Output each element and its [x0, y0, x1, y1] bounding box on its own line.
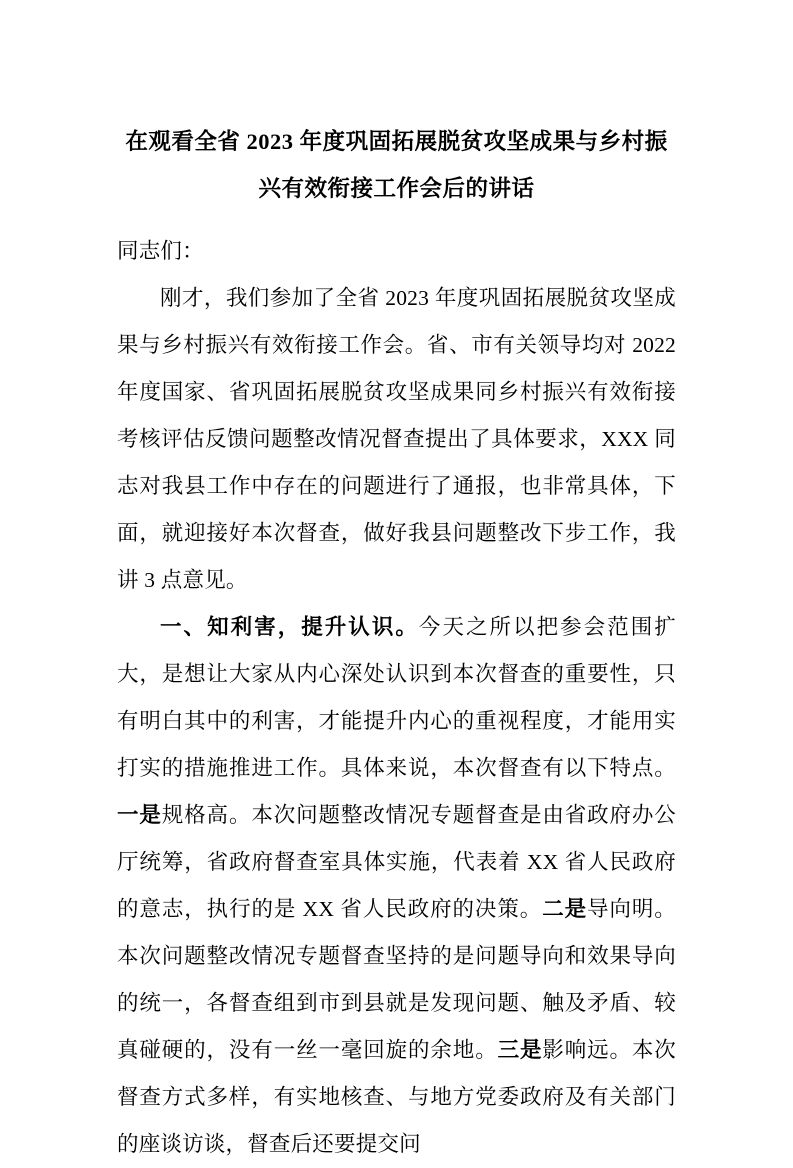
text-run: 导向明。本次问题整改情况专题督查坚持的是问题导向和效果导向的统一，各督查组到市到县就是发现问题、触及矛盾、较真碰硬的，没有一丝一毫回旋的余地。 — [117, 897, 676, 1062]
bold-run: 二是 — [542, 897, 588, 921]
text-run: 同志们： — [117, 239, 204, 263]
text-run: 今天之所以把参会范围扩大，是想让大家从内心深处认识到本次督查的重要性，只有明白其中的利害，才能提升内心的重视程度，才能用实打实的措施推进工作。具体来说，本次督查有以下特点。 — [117, 615, 677, 780]
document-title: 在观看全省 2023 年度巩固拓展脱贫攻坚成果与乡村振兴有效衔接工作会后的讲话 — [125, 129, 668, 201]
document-body — [117, 228, 676, 1168]
text-run: 影响远。本次督查方式多样，有实地核查、与地方党委政府及有关部门的座谈访谈，督查后还要提交问 — [117, 1038, 676, 1156]
text-run: 规格高。本次问题整改情况专题督查是由省政府办公厅统筹，省政府督查室具体实施，代表着 XX 省人民政府的意志，执行的是 XX 省人民政府的决策。 — [117, 803, 676, 921]
paragraph — [117, 228, 676, 275]
paragraph — [117, 604, 676, 1168]
bold-run: 一、知利害，提升认识。 — [160, 615, 419, 639]
paragraph — [117, 275, 676, 604]
bold-run: 一是 — [117, 803, 162, 827]
bold-run: 三是 — [497, 1038, 543, 1062]
text-run: 刚才，我们参加了全省 2023 年度巩固拓展脱贫攻坚成果与乡村振兴有效衔接工作会。省、市有关领导均对 2022 年度国家、省巩固拓展脱贫攻坚成果同乡村振兴有效衔接考核评估反馈问题整改情况督查提出了具体要求，XXX 同志对我县工作中存在的问题进行了通报，也非常具体，下面，就迎接好本次督查，做好我县问题整改下步工作，我讲 3 点意见。 — [117, 286, 676, 592]
